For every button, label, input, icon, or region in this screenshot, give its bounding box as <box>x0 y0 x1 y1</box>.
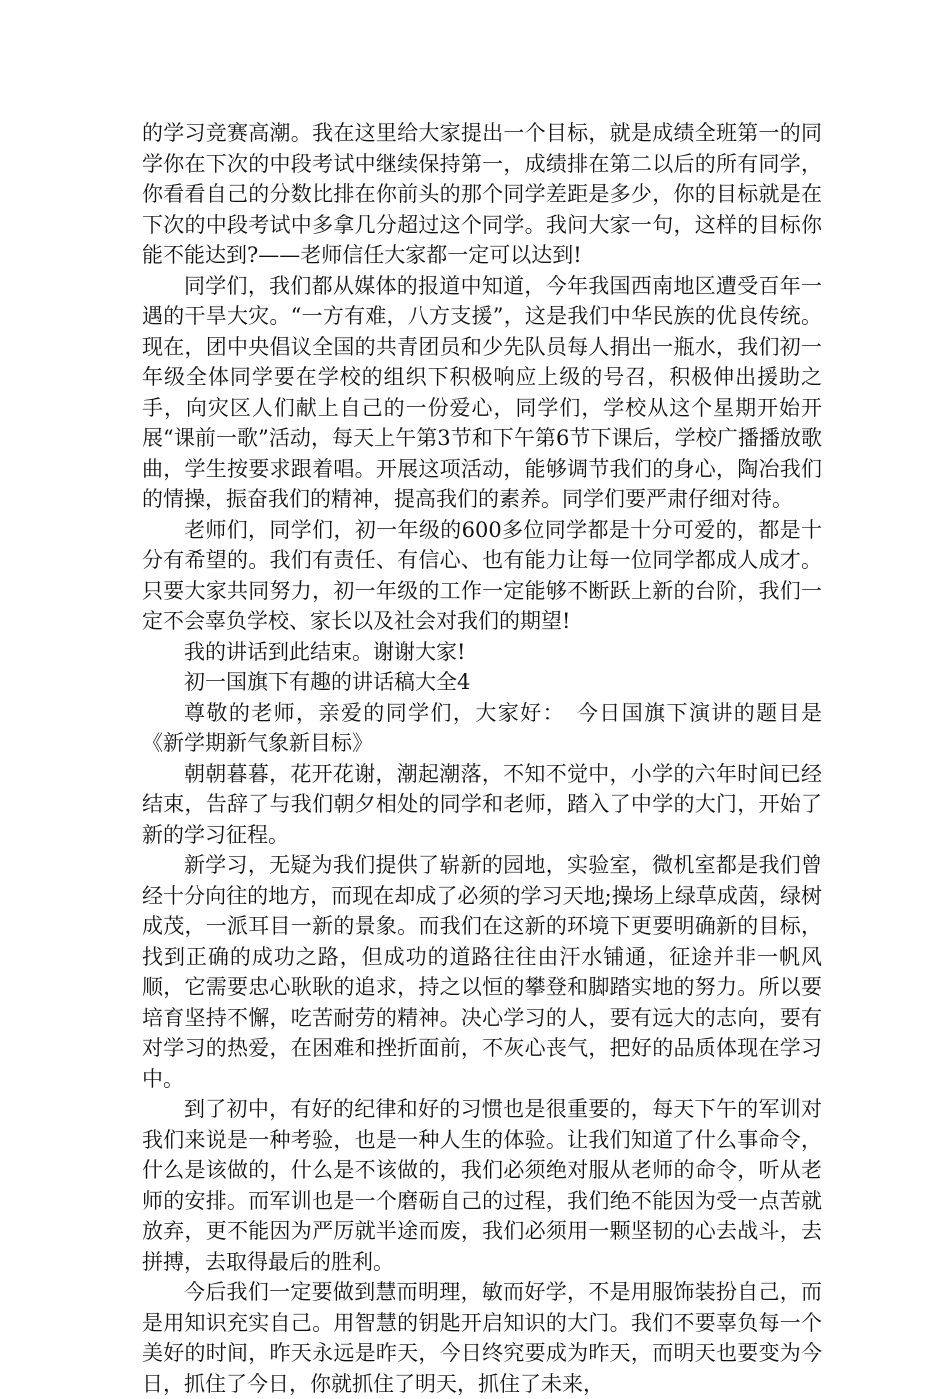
section-heading: 初一国旗下有趣的讲话稿大全4 <box>184 670 471 694</box>
paragraph-7: 到了初中，有好的纪律和好的习惯也是很重要的，每天下午的军训对我们来说是一种考验，也是一种人生的体验。让我们知道了什么事命令，什么是该做的，什么是不该做的，我们必须绝对服从老师的命令，听从老师的安排。而军训也是一个磨砺自己的过程，我们绝不能因为受一点苦就放弃，更不能因为严厉就半途而废，我们必须用一颗坚韧的心去战斗，去拼搏，去取得最后的胜利。 <box>142 1097 822 1274</box>
paragraph-1: 的学习竞赛高潮。我在这里给大家提出一个目标，就是成绩全班第一的同学你在下次的中段考试中继续保持第一，成绩排在第二以后的所有同学，你看看自己的分数比排在你前头的那个同学差距是多少，你的目标就是在下次的中段考试中多拿几分超过这个同学。我问大家一句，这样的目标你能不能达到?——老师信任大家都一定可以达到! <box>142 121 822 267</box>
paragraph-6: 新学习，无疑为我们提供了崭新的园地，实验室，微机室都是我们曾经十分向往的地方，而现在却成了必须的学习天地;操场上绿草成茵，绿树成茂，一派耳目一新的景象。而我们在这新的环境下更要明确新的目标，找到正确的成功之路，但成功的道路往往由汗水铺通，征途并非一帆风顺，它需要忠心耿耿的追求，持之以恒的攀登和脚踏实地的努力。所以要培育坚持不懈，吃苦耐劳的精神。决心学习的人，要有远大的志向，要有对学习的热爱，在困难和挫折面前，不灰心丧气，把好的品质体现在学习中。 <box>142 853 822 1091</box>
paragraph-greeting: 尊敬的老师，亲爱的同学们，大家好： 今日国旗下演讲的题目是《新学期新气象新目标》 <box>142 700 822 755</box>
paragraph-2: 同学们，我们都从媒体的报道中知道，今年我国西南地区遭受百年一遇的干旱大灾。“一方有难，八方支援”，这是我们中华民族的优良传统。现在，团中央倡议全国的共青团员和少先队员每人捐出一瓶水，我们初一年级全体同学要在学校的组织下积极响应上级的号召，积极伸出援助之手，向灾区人们献上自己的一份爱心，同学们，学校从这个星期开始开展“课前一歌”活动，每天上午第3节和下午第6节下课后，学校广播播放歌曲，学生按要求跟着唱。开展这项活动，能够调节我们的身心，陶冶我们的情操，振奋我们的精神，提高我们的素养。同学们要严肃仔细对待。 <box>142 273 822 511</box>
paragraph-5: 朝朝暮暮，花开花谢，潮起潮落，不知不觉中，小学的六年时间已经结束，告辞了与我们朝夕相处的同学和老师，踏入了中学的大门，开始了新的学习征程。 <box>142 761 822 847</box>
document-page <box>142 118 822 1399</box>
paragraph-closing: 我的讲话到此结束。谢谢大家! <box>184 639 466 664</box>
paragraph-8: 今后我们一定要做到慧而明理，敏而好学，不是用服饰装扮自己，而是用知识充实自己。用智慧的钥匙开启知识的大门。我们不要辜负每一个美好的时间，昨天永远是昨天，今日终究要成为昨天，而明天也要变为今日，抓住了今日，你就抓住了明天，抓住了未来， <box>142 1280 822 1396</box>
paragraph-3: 老师们，同学们，初一年级的600多位同学都是十分可爱的，都是十分有希望的。我们有责任、有信心、也有能力让每一位同学都成人成才。只要大家共同努力，初一年级的工作一定能够不断跃上新的台阶，我们一定不会辜负学校、家长以及社会对我们的期望! <box>142 517 822 633</box>
